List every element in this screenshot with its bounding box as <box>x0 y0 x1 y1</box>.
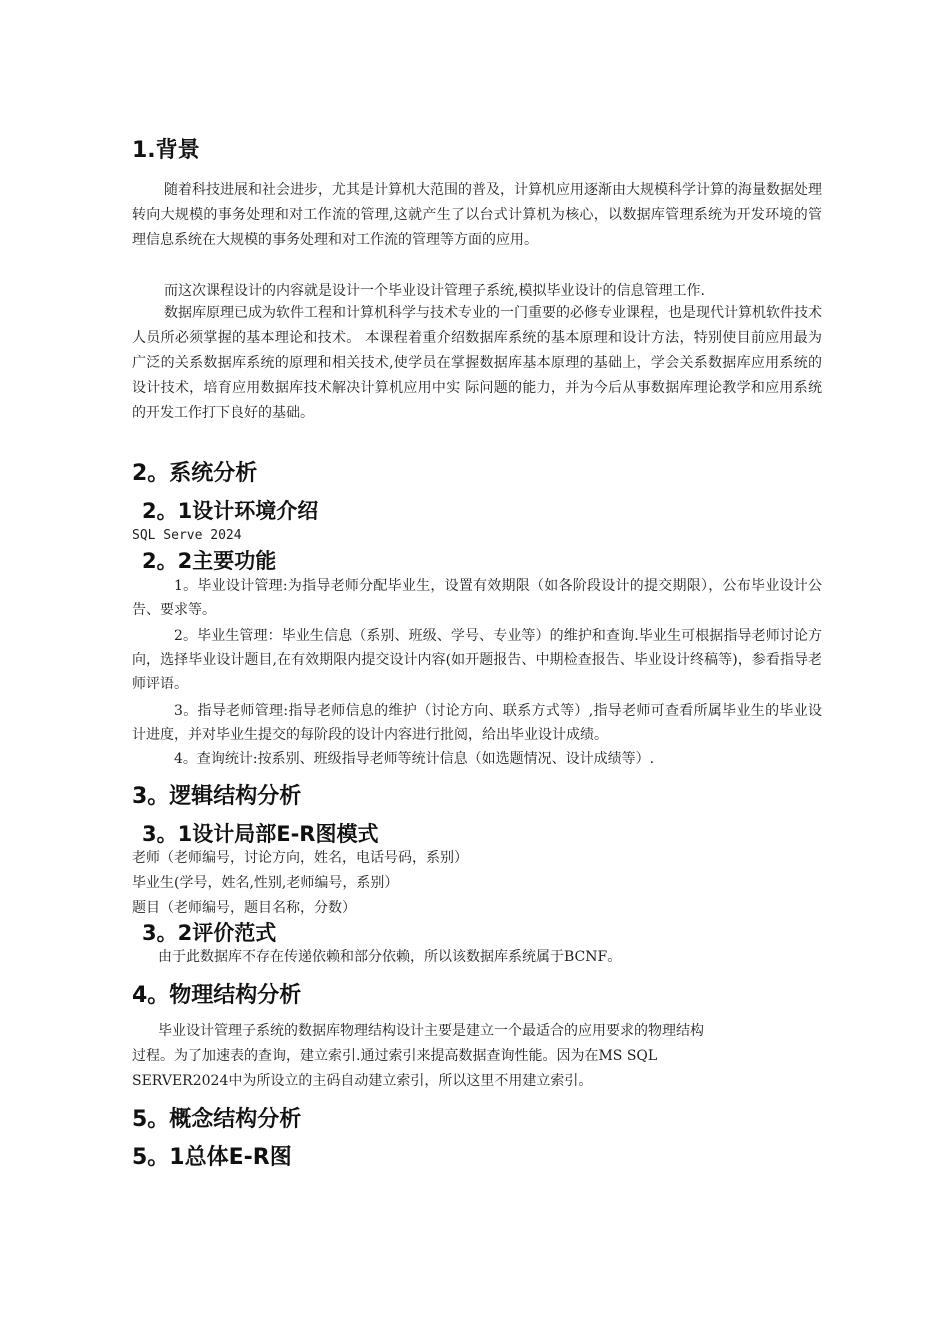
environment-text: SQL Serve 2024 <box>132 528 242 543</box>
section-3-1-heading: 3。1设计局部E-R图模式 <box>142 822 379 846</box>
section-2-2-heading: 2。2主要功能 <box>142 549 277 573</box>
section-5-1-heading: 5。1总体E-R图 <box>132 1145 292 1170</box>
section-2-1-heading: 2。1设计环境介绍 <box>142 499 319 523</box>
section-5-heading: 5。概念结构分析 <box>132 1107 302 1132</box>
er-entity-teacher: 老师（老师编号，讨论方向，姓名，电话号码，系别） <box>132 850 468 866</box>
section-1-paragraph-1: 随着科技进展和社会进步，尤其是计算机大范围的普及，计算机应用逐渐由大规模科学计算的海量数据处理转向大规模的事务处理和对工作流的管理,这就产生了以台式计算机为核心，以数据库管理系统为开发环境的管理信息系统在大规模的事务处理和对工作流的管理等方面的应用。 <box>132 182 822 248</box>
normal-form-text: 由于此数据库不存在传递依赖和部分依赖，所以该数据库系统属于BCNF。 <box>158 949 622 965</box>
physical-structure-line-3: SERVER2024中为所设立的主码自动建立索引，所以这里不用建立索引。 <box>132 1073 593 1089</box>
section-1-paragraph-3: 数据库原理已成为软件工程和计算机科学与技术专业的一门重要的必修专业课程，也是现代计算机软件技术人员所必须掌握的基本理论和技术。 本课程着重介绍数据库系统的基本原理和设计方法，特别使目前应用最为广泛的关系数据库系统的原理和相关技术,使学员在掌握数据库基本原理的基础上，学会关系数据库应用系统的设计技术，培育应用数据库技术解决计算机应用中实 际问题的能力，并为今后从事数据库理论教学和应用系统的开发工作打下良好的基础。 <box>132 305 822 421</box>
section-1-heading: 1.背景 <box>132 138 200 163</box>
er-entity-student: 毕业生(学号，姓名,性别,老师编号，系别） <box>132 875 399 891</box>
section-3-2-heading: 3。2评价范式 <box>142 921 277 945</box>
section-4-heading: 4。物理结构分析 <box>132 983 302 1008</box>
physical-structure-line-2: 过程。为了加速表的查询，建立索引.通过索引来提高数据查询性能。因为在MS SQL <box>132 1048 658 1064</box>
section-2-heading: 2。系统分析 <box>132 461 258 486</box>
section-3-heading: 3。逻辑结构分析 <box>132 784 302 809</box>
function-item-3: 3。指导老师管理:指导老师信息的维护（讨论方向、联系方式等）,指导老师可查看所属毕业生的毕业设计进度，并对毕业生提交的每阶段的设计内容进行批阅，给出毕业设计成绩。 <box>132 703 822 743</box>
function-item-4: 4。查询统计:按系别、班级指导老师等统计信息（如选题情况、设计成绩等）. <box>174 751 655 767</box>
er-entity-topic: 题目（老师编号，题目名称，分数） <box>132 900 356 916</box>
function-item-2: 2。毕业生管理：毕业生信息（系别、班级、学号、专业等）的维护和查询.毕业生可根据指导老师讨论方向，选择毕业设计题目,在有效期限内提交设计内容(如开题报告、中期检查报告、毕业设计终稿等)，参看指导老师评语。 <box>132 628 822 692</box>
physical-structure-line-1: 毕业设计管理子系统的数据库物理结构设计主要是建立一个最适合的应用要求的物理结构 <box>158 1023 704 1039</box>
section-1-paragraph-2: 而这次课程设计的内容就是设计一个毕业设计管理子系统,模拟毕业设计的信息管理工作. <box>164 283 705 299</box>
function-item-1: 1。毕业设计管理:为指导老师分配毕业生，设置有效期限（如各阶段设计的提交期限），公布毕业设计公告、要求等。 <box>132 578 822 618</box>
